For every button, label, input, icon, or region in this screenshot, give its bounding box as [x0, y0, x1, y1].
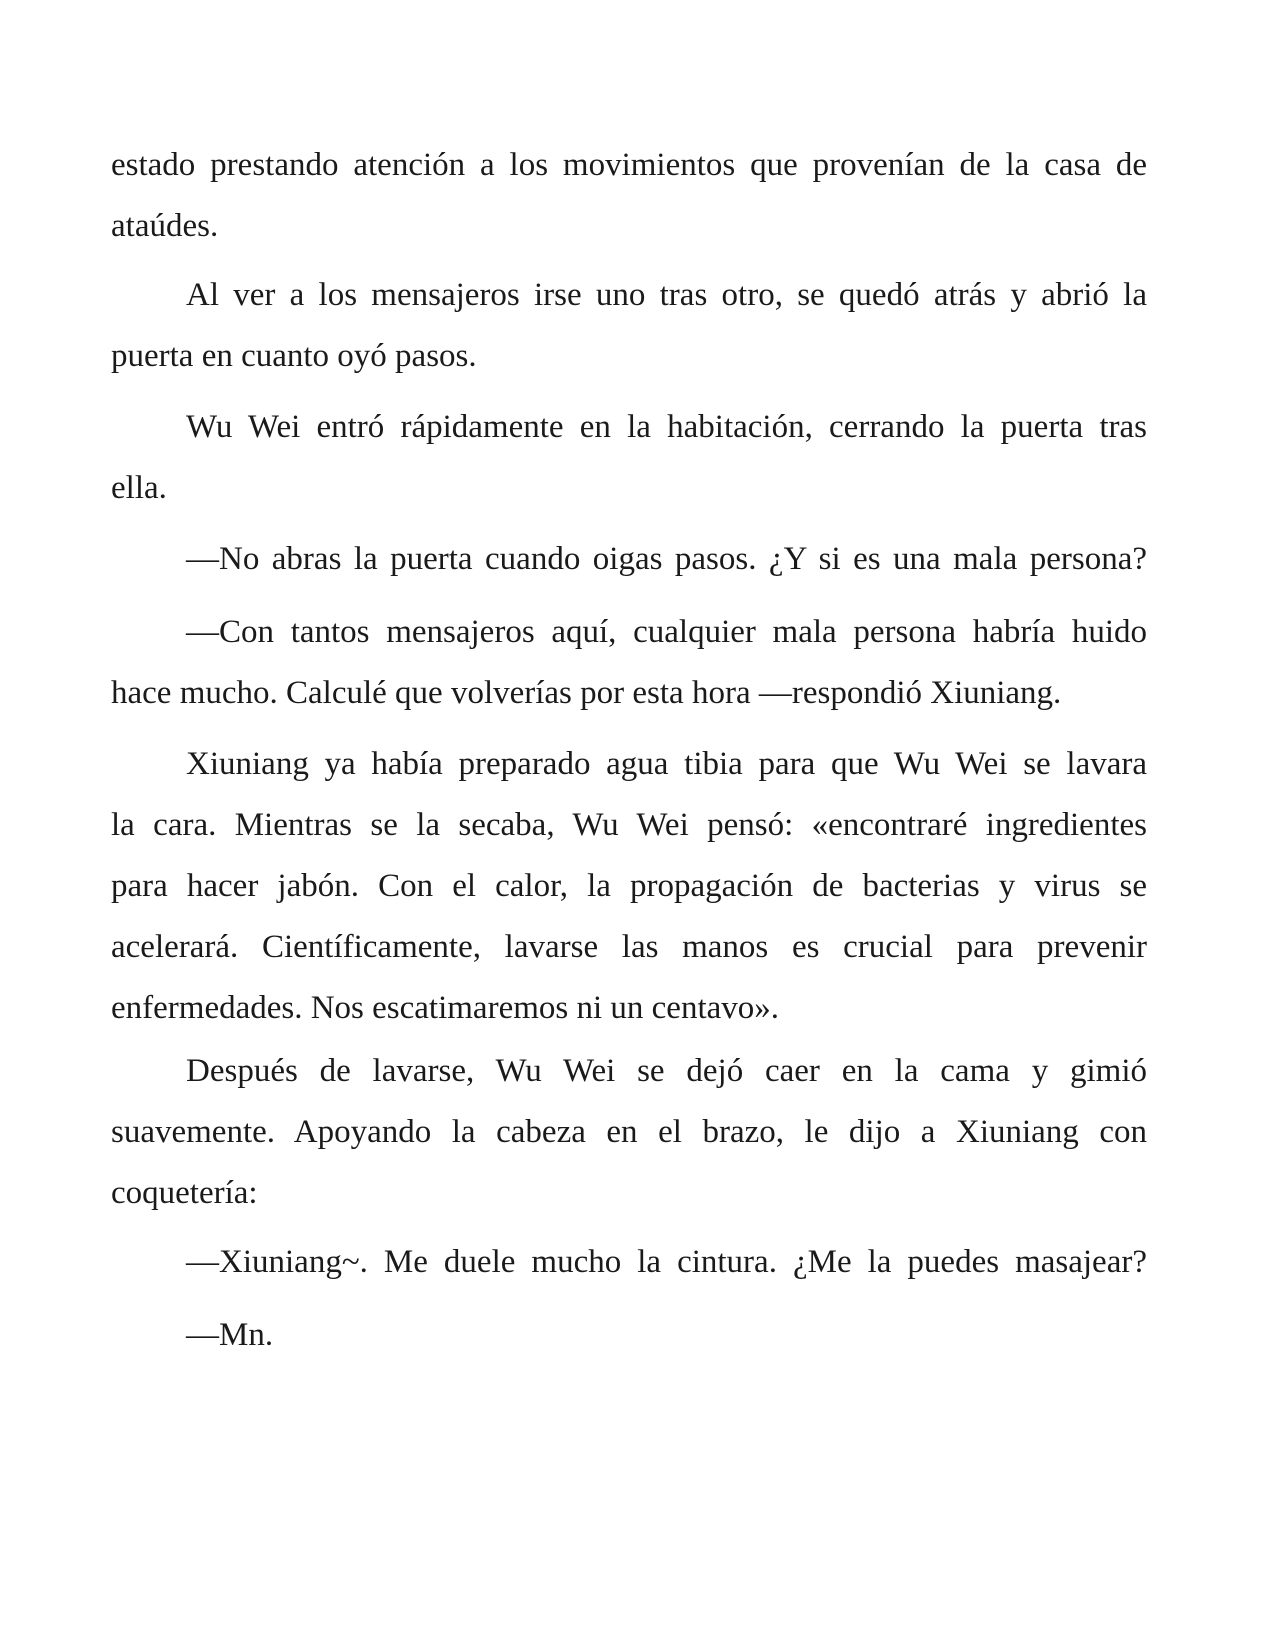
paragraph-line: Wu Wei entró rápidamente en la habitación, cerrando la puerta tras	[186, 409, 1147, 445]
paragraph-8	[111, 1232, 1147, 1293]
paragraph-line: para hacer jabón. Con el calor, la propagación de bacterias y virus se	[111, 868, 1147, 904]
paragraph-6	[111, 734, 1147, 1039]
paragraph-line: —No abras la puerta cuando oigas pasos. ¿Y si es una mala persona?	[186, 541, 1147, 577]
paragraph-line: ella.	[111, 470, 167, 506]
paragraph-7	[111, 1041, 1147, 1224]
paragraph-line: suavemente. Apoyando la cabeza en el brazo, le dijo a Xiuniang con	[111, 1114, 1147, 1150]
paragraph-line: Después de lavarse, Wu Wei se dejó caer en la cama y gimió	[186, 1053, 1147, 1089]
paragraph-5	[111, 602, 1147, 724]
paragraph-9	[111, 1305, 1147, 1366]
paragraph-line: hace mucho. Calculé que volverías por esta hora —respondió Xiuniang.	[111, 675, 1062, 711]
paragraph-line: Xiuniang ya había preparado agua tibia para que Wu Wei se lavara	[186, 746, 1147, 782]
paragraph-line: puerta en cuanto oyó pasos.	[111, 338, 477, 374]
paragraph-line: coquetería:	[111, 1175, 258, 1211]
paragraph-line: —Mn.	[186, 1317, 274, 1353]
paragraph-line: —Xiuniang~. Me duele mucho la cintura. ¿Me la puedes masajear?	[186, 1244, 1147, 1280]
paragraph-2	[111, 265, 1147, 387]
paragraph-line: —Con tantos mensajeros aquí, cualquier mala persona habría huido	[186, 614, 1147, 650]
paragraph-1	[111, 135, 1147, 257]
paragraph-line: la cara. Mientras se la secaba, Wu Wei pensó: «encontraré ingredientes	[111, 807, 1147, 843]
paragraph-line: Al ver a los mensajeros irse uno tras otro, se quedó atrás y abrió la	[186, 277, 1147, 313]
paragraph-line: estado prestando atención a los movimientos que provenían de la casa de	[111, 147, 1147, 183]
paragraph-line: acelerará. Científicamente, lavarse las manos es crucial para prevenir	[111, 929, 1147, 965]
paragraph-3	[111, 397, 1147, 519]
paragraph-line: enfermedades. Nos escatimaremos ni un centavo».	[111, 990, 780, 1026]
paragraph-line: ataúdes.	[111, 208, 219, 244]
paragraph-4	[111, 529, 1147, 590]
